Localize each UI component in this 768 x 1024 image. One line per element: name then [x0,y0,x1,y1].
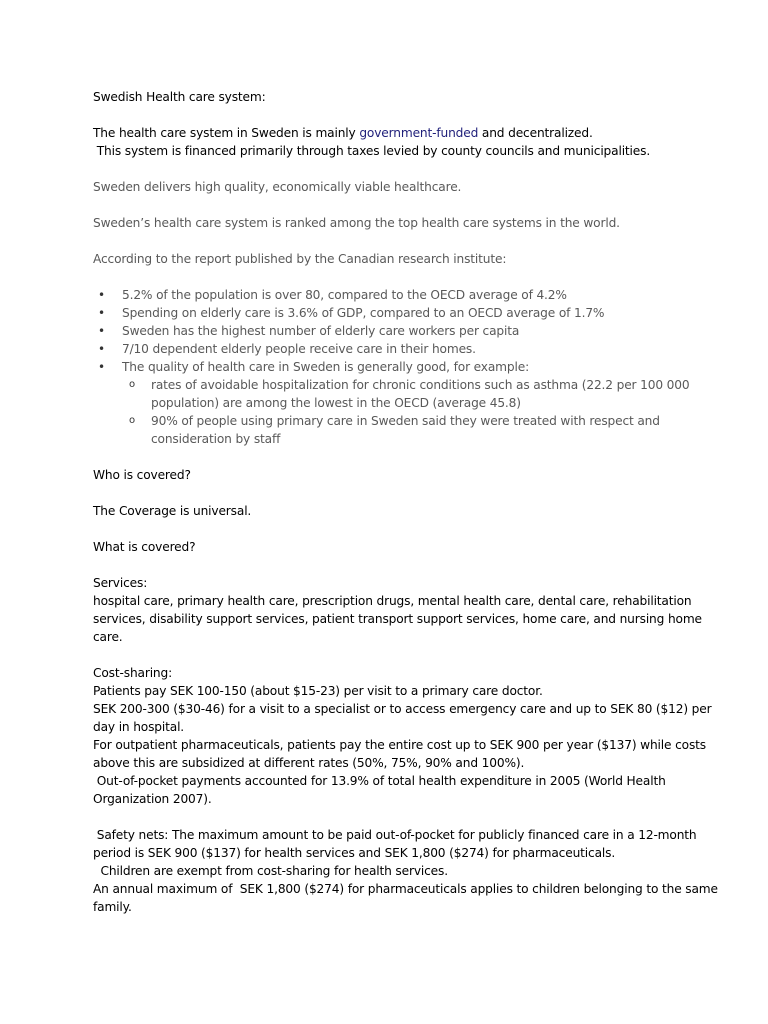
list-item: • Sweden has the highest number of elderly care workers per capita [98,324,520,338]
coverage-statement: The Coverage is universal. [93,504,252,518]
list-item: • Spending on elderly care is 3.6% of GDP, compared to an OECD average of 1.7% [98,306,605,320]
services-text: hospital care, primary health care, prescription drugs, mental health care, dental care, rehabilitation services, disability support services, patient transport support services, home care, and nursing home care. [93,594,706,644]
bullet-icon: • [98,288,105,302]
cost-line: For outpatient pharmaceuticals, patients pay the entire cost up to SEK 900 per year ($137) while costs above this are subsidized at different rates (50%, 75%, 90% and 100%). [93,738,710,770]
government-funded-link[interactable]: government-funded [359,126,479,140]
sub-bullet-icon: o [129,415,135,426]
document-title: Swedish Health care system: [93,90,266,104]
cost-line: SEK 200-300 ($30-46) for a visit to a specialist or to access emergency care and up to SEK 80 ($12) per day in hospital. [93,702,716,734]
report-intro: According to the report published by the Canadian research institute: [93,252,507,266]
intro-line-1 [93,124,733,142]
bullet-icon: • [98,360,105,374]
services-heading: Services: [93,576,148,590]
cost-line: Out-of-pocket payments accounted for 13.9% of total health expenditure in 2005 (World Health Organization 2007). [93,774,670,806]
sub-list-item: o rates of avoidable hospitalization for chronic conditions such as asthma (22.2 per 100 000 population) are among the lowest in the OECD (average 45.8) [129,378,690,410]
list-item: • 7/10 dependent elderly people receive care in their homes. [98,342,476,356]
intro-text-pre: The health care system in Sweden is mainly [93,126,360,140]
safety-line: Children are exempt from cost-sharing for health services. [93,864,448,878]
safety-line: Safety nets: The maximum amount to be paid out-of-pocket for publicly financed care in a 12-month period is SEK 900 ($137) for health services and SEK 1,800 ($274) for pharmaceuticals. [93,828,701,860]
list-item: • The quality of health care in Sweden is generally good, for example: o rates of avoidable hospitalization for chronic conditions such as asthma (22.2 per 100 000 population) are among the lowest in the OECD (average 45.8) o 90% of people using primary care in Sweden said they were treated with respect and consideration by staff [93,358,733,448]
safety-line: An annual maximum of SEK 1,800 ($274) for pharmaceuticals applies to children belonging to the same family. [93,882,722,914]
report-bullet-list [93,286,733,448]
intro-text-post: and decentralized. [478,126,593,140]
intro-line-2: This system is financed primarily through taxes levied by county councils and municipalities. [93,144,651,158]
cost-sharing-heading: Cost-sharing: [93,666,173,680]
quality-statement: Sweden delivers high quality, economically viable healthcare. [93,180,462,194]
document-body [93,88,733,916]
sub-list-item: o 90% of people using primary care in Sweden said they were treated with respect and consideration by staff [129,414,660,446]
bullet-icon: • [98,342,105,356]
what-covered-heading: What is covered? [93,540,196,554]
ranking-statement: Sweden’s health care system is ranked among the top health care systems in the world. [93,216,620,230]
bullet-icon: • [98,306,105,320]
bullet-icon: • [98,324,105,338]
sub-bullet-list [122,376,733,448]
list-item: • 5.2% of the population is over 80, compared to the OECD average of 4.2% [98,288,567,302]
sub-bullet-icon: o [129,379,135,390]
cost-line: Patients pay SEK 100-150 (about $15-23) per visit to a primary care doctor. [93,684,543,698]
who-covered-heading: Who is covered? [93,468,191,482]
